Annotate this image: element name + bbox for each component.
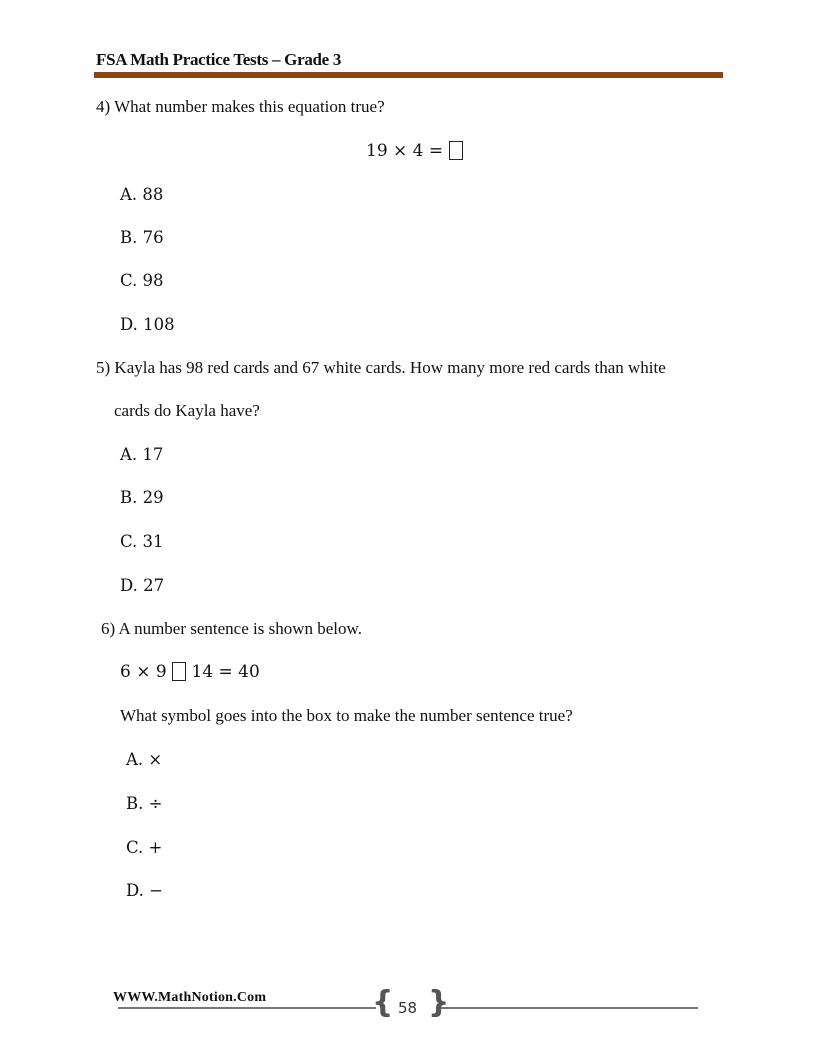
equation-6 xyxy=(120,662,260,682)
option-c: C. 98 xyxy=(120,271,164,290)
question-text: A number sentence is shown below. xyxy=(118,619,362,638)
right-brace-icon: } xyxy=(428,985,450,1020)
question-text-line1: Kayla has 98 red cards and 67 white cards. How many more red cards than white xyxy=(114,358,666,377)
question-number: 5) xyxy=(96,358,111,377)
option-b: B. 76 xyxy=(120,228,164,247)
question-text: What number makes this equation true? xyxy=(114,97,385,116)
answer-box xyxy=(449,141,463,160)
question-number: 6) xyxy=(101,619,116,638)
equation-left: 19 × 4 = xyxy=(366,141,444,161)
option-d: D. 27 xyxy=(120,576,165,595)
option-d: D. − xyxy=(126,881,163,900)
footer-website: WWW.MathNotion.Com xyxy=(113,990,267,1005)
question-4 xyxy=(96,97,385,117)
option-c: C. + xyxy=(126,838,163,857)
option-d: D. 108 xyxy=(120,315,175,334)
left-brace-icon: { xyxy=(372,985,394,1020)
page-header-title: FSA Math Practice Tests – Grade 3 xyxy=(96,50,342,69)
option-a: A. × xyxy=(126,750,163,769)
option-b: B. ÷ xyxy=(126,794,163,813)
option-a: A. 17 xyxy=(120,445,164,464)
equation-left: 6 × 9 xyxy=(120,662,167,682)
equation-right: 14 = 40 xyxy=(191,662,260,682)
question-prompt: What symbol goes into the box to make the number sentence true? xyxy=(120,706,573,725)
footer-rule-left xyxy=(118,1007,376,1009)
option-a: A. 88 xyxy=(120,185,164,204)
footer-rule-right xyxy=(440,1007,698,1009)
question-6 xyxy=(101,619,362,639)
option-b: B. 29 xyxy=(120,488,164,507)
question-number: 4) xyxy=(96,97,111,116)
equation-4 xyxy=(366,141,463,161)
question-text-line2: cards do Kayla have? xyxy=(114,401,260,420)
question-5 xyxy=(96,358,666,378)
header-divider xyxy=(94,72,723,78)
option-c: C. 31 xyxy=(120,532,164,551)
answer-box xyxy=(172,662,186,681)
page-number: 58 xyxy=(398,999,418,1017)
